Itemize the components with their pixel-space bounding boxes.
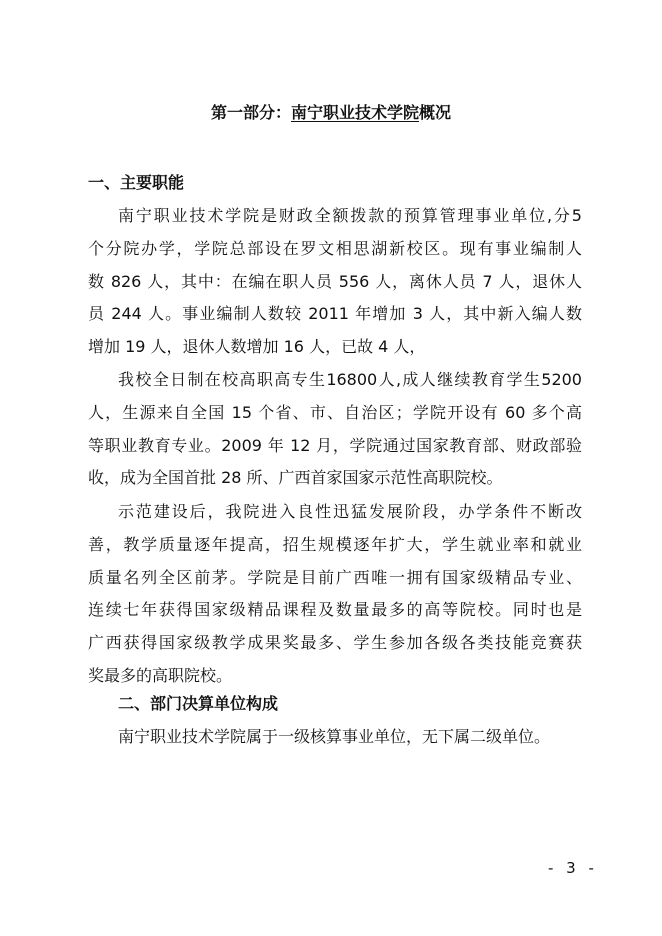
text-line: 善，教学质量逐年提高，招生规模逐年扩大，学生就业率和就业	[88, 534, 582, 554]
page-number: - 3 -	[548, 859, 598, 877]
text-line: 人，生源来自全国 15 个省、市、自治区；学院开设有 60 多个高	[88, 402, 582, 422]
section1-heading: 一、主要职能	[88, 173, 185, 192]
section2-heading: 二、部门决算单位构成	[118, 694, 279, 713]
section1-paragraph-2	[88, 364, 582, 495]
title-underlined: 南宁职业技术学院	[290, 103, 419, 122]
text-line: 等职业教育专业。2009 年 12 月，学院通过国家教育部、财政部验	[88, 435, 582, 455]
text-line: 南宁职业技术学院属于一级核算事业单位，无下属二级单位。	[118, 727, 551, 746]
title-prefix: 第一部分：	[210, 103, 291, 122]
text-line: 我校全日制在校高职高专生16800人,成人继续教育学生5200	[118, 370, 582, 389]
text-line: 广西获得国家级教学成果奖最多、学生参加各级各类技能竞赛获	[88, 633, 582, 653]
section1-paragraph-3	[88, 496, 582, 693]
text-line: 个分院办学，学院总部设在罗文相思湖新校区。现有事业编制人	[88, 238, 582, 258]
text-line: 南宁职业技术学院是财政全额拨款的预算管理事业单位,分5	[118, 206, 582, 225]
title-suffix: 概况	[419, 103, 452, 122]
text-line: 数 826 人，其中：在编在职人员 556 人，离休人员 7 人，退休人	[88, 271, 582, 291]
text-line: 员 244 人。事业编制人数较 2011 年增加 3 人，其中新入编人数	[88, 304, 582, 324]
text-line: 增加 19 人，退休人数增加 16 人，已故 4 人，	[88, 337, 426, 357]
section2-paragraph-1	[88, 721, 598, 754]
text-line: 质量名列全区前茅。学院是目前广西唯一拥有国家级精品专业、	[88, 567, 582, 587]
text-line: 奖最多的高职院校。	[88, 665, 233, 685]
text-line: 示范建设后，我院进入良性迅猛发展阶段，办学条件不断改	[118, 502, 582, 521]
section1-paragraph-1	[88, 200, 582, 364]
text-line: 收，成为全国首批 28 所、广西首家国家示范性高职院校。	[88, 468, 503, 488]
text-line: 连续七年获得国家级精品课程及数量最多的高等院校。同时也是	[88, 600, 582, 620]
page-title	[0, 100, 662, 126]
